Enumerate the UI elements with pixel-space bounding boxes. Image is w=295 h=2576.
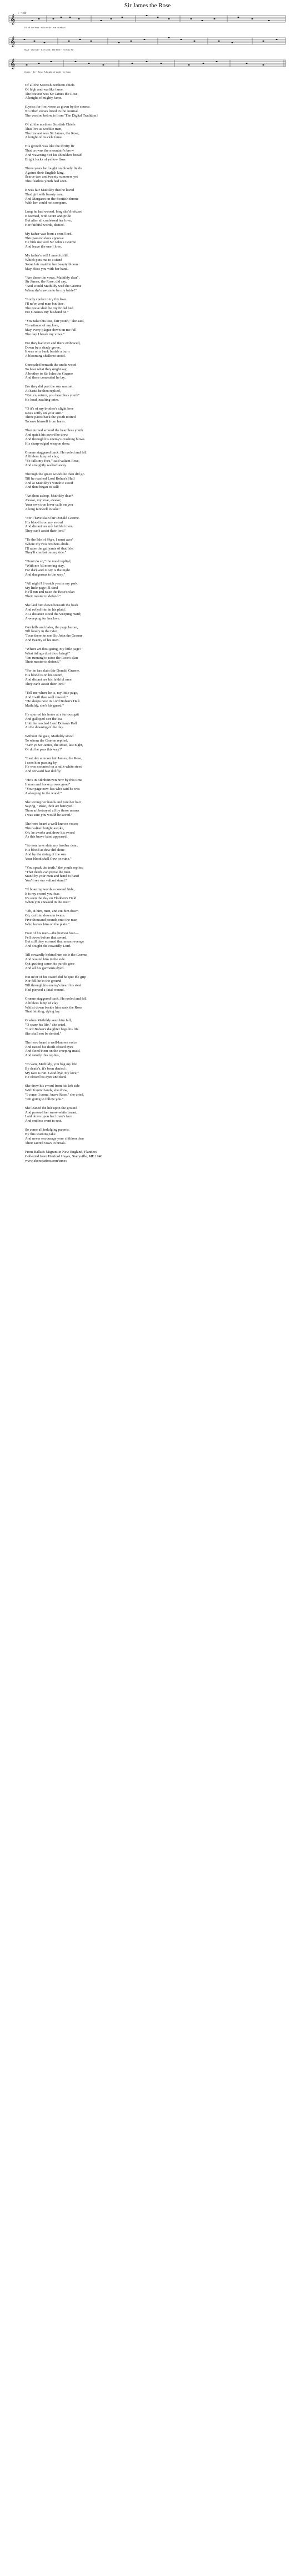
stanza-line: "In vain, Mathildy, you beg my life [25,1062,77,1067]
stanza-line: And forward fast did fly. [25,769,62,774]
stanza-line: Græme staggered back. He reeled and fell [25,450,87,455]
stanza-line: Out gushing came his purple gore [25,961,75,966]
stanza-line: And distant are his faithful men [25,677,72,682]
stanza [25,626,286,643]
staff-2 [9,38,286,44]
stanza-line: Three paces back the youth retired [25,415,76,420]
stanza [25,516,286,533]
stanza-line: They can't assist their lord." [25,682,66,686]
stanza-line: To save himself from harm. [25,420,66,424]
stanza-line: He was mounted on a milk-white steed [25,765,82,769]
stanza-line: The grave shall be my bridal bed [25,306,73,310]
stanza-line: With frantic hands, she drew, [25,1088,68,1093]
stanza-line: It's seen the day on Flodden's Field [25,896,77,900]
stanza-line: To whom the Græme replied, [25,739,68,743]
stanza-line: I was sure you would be saved." [25,813,73,817]
stanza-line: A knight of muckle fame. [25,135,63,140]
stanza [25,451,286,468]
stanza [25,1062,286,1080]
stanza [25,866,286,883]
stanza [25,472,286,490]
stanza [25,975,286,992]
stanza-line: Awake, my love, awake; [25,498,61,503]
lyric-line-3: James - the - Rose, A knight of migh - ty fame. [24,70,72,73]
stanza-line: My father was born a cruel lord. [25,231,73,236]
stanza-line: "I'm going to follow you." [25,1097,64,1101]
stanza-line: Their master to defend." [25,594,61,599]
stanza-line: And fixed them on the weeping maid, [25,1049,81,1053]
stanza-line: I'll raise the gallyants of that Isle. [25,546,74,551]
stanza-line: "I only spoke to try thy love. [25,297,67,301]
stanza-line: He bids me wed Sir John a Græme [25,240,76,245]
stanza-line: Concealed beneath the undie wood [25,363,77,367]
stanza-line: "He's in Edinbortown now by this time [25,778,82,783]
stanza [25,538,286,555]
stanza-line: That live as warlike men, [25,127,62,131]
stanza [25,1019,286,1036]
stanza-line: And galloped o'er the lea [25,717,62,721]
stanza-line: She wrung her hands and tore her hair [25,800,81,804]
stanza-line: And through his enemy's crashing blows [25,437,85,441]
stanza-line: The version below is from 'The Digital Tradition] [25,113,98,118]
stanza-line: Till lonely in the Glen, [25,629,59,634]
stanza-line: I seen him passing by. [25,760,58,765]
stanza [25,188,286,205]
stanza-line: A brother to Sir John the Græme [25,371,73,376]
stanza-line: And distant are my faithful men. [25,525,73,529]
stanza-line: Stand by your men and hand to hand [25,874,79,879]
stanza-line: "That deeds can prove the man. [25,870,72,874]
stanza-line: "I'm running to raise the Rose's clan [25,656,78,660]
stanza-line: The day I break my vows." [25,332,65,336]
stanza-line: They'll combat on my side." [25,551,67,555]
stanza-line: Of all the Scottish northern chiefs [25,83,75,87]
stanza-line: Of all the northern Scottish Chiefs [25,122,76,127]
stanza-line: But ne'er of his sword did he quit the grip [25,975,86,979]
stanza-line: My race is run. Good-bye, my love," [25,1071,79,1075]
stanza-line: That fainting, dying lay. [25,1010,61,1014]
footer-line: Collected from Hanford Hayes, Stacyville, ME 1940 [25,1154,103,1158]
stanza [25,83,286,100]
lyric-line-2: high - and war - like fame, The brav - est was Sir [24,48,74,51]
stanza-line: "And would Mathildy wed the Græme [25,284,82,289]
stanza [25,407,286,424]
notes-staff-2 [23,37,277,43]
stanza [25,822,286,839]
lyric-line-1: Of all the Scot - tish north - ern chiefs of [24,26,66,29]
stanza-line: Where my two brothers abide. [25,542,70,546]
stanza [25,494,286,511]
stanza-line: "All night I'll watch you in my park. [25,581,78,586]
stanza-line: She laid him down beneath the bush [25,603,78,608]
stanza-line: May every plague down on me fall [25,327,77,332]
stanza-line: And faintly this replies, [25,1053,60,1058]
stanza-line: My father's will I must fulfill, [25,254,69,258]
stanza [25,105,286,118]
stanza [25,167,286,184]
stanza-line: The bravest was Sir James, the Rose, [25,131,79,135]
stanza-line: She leaned the hilt upon the ground [25,1106,77,1110]
stanza [25,734,286,752]
notes-staff-1 [31,15,269,21]
stanza-line: What tidings dost thou bring?" [25,651,71,656]
stanza-line: To hear what they might say, [25,367,68,371]
stanza [25,341,286,359]
stanza-line: He spurred his horse at a furious gait [25,713,79,717]
stanza-line: They can't assist their lord." [25,529,66,533]
stanza [25,909,286,926]
stanza-line: A lifeless lump of clay; [25,455,59,459]
stanza-line: Then turned around the beardless youth [25,429,83,433]
stanza-line: Thou art betrayed all by those means [25,809,79,813]
stanza-line: "You take this kiss, fair youth," she said, [25,319,84,324]
stanza-line: And at Mathildy's window stood [25,481,73,485]
stanza-line: Some fair maid in her beauty bloom [25,262,78,266]
stanza-line: Whilst down beside him sank the Rose [25,1005,82,1010]
stanza-line: Or did he pass this way?" [25,747,63,752]
stanza [25,1128,286,1145]
stanza-line: At the dawning of the day. [25,725,64,730]
source-footer [25,1150,286,1163]
stanza [25,363,286,380]
stanza-line: He loud insulting cries. [25,397,59,402]
stanza-line: And all his garments dyed. [25,966,64,970]
stanza-line: "Last day at noon fair James, the Rose, [25,756,82,760]
stanza-line: A long farewell to take." [25,507,61,511]
stanza-line: Scarce two and twenty summers yet [25,175,78,179]
stanza-line: And sought the cowardly Lord. [25,944,71,949]
stanza-line: "Don't do so," the maid replied, [25,559,72,564]
staff-1 [9,16,286,22]
stanza-line: At haste he then replied, [25,389,61,394]
stanza-line: A lifeless lump of clay [25,1001,58,1005]
stanza [25,1041,286,1058]
stanza [25,144,286,162]
stanza-line: And dangerous is the way." [25,572,66,577]
stanza-line: Laid down upon her lover's face [25,1115,72,1119]
stanza-line: She drew his sword from his left side [25,1084,80,1088]
stanza-line: It was on a bank beside a burn [25,350,70,354]
stanza-line: Through the green woods he then did go [25,472,84,476]
stanza-line: At a distance stood the weeping maid; [25,612,81,616]
stanza-line: "O spare his life," she cried, [25,1023,67,1027]
stanza-line: Their master to defend." [25,660,61,664]
stanza-line: Fell down before that sword, [25,935,67,940]
stanza-line: His growth was like the thrifty fir [25,144,74,149]
stanza-line: 'Twas there he met Sir John the Græme [25,634,83,638]
stanza [25,123,286,140]
stanza-line: "So falls my foes," said valiant Rose, [25,459,80,463]
stanza-line: It is my sword you fear. [25,891,60,896]
stanza-line: A blooming shelltree stood. [25,354,66,359]
stanza-line: And quick his sword he drew [25,433,68,437]
stanza-line: "Oh, at him, men, and cut him down [25,909,79,914]
measure-number-icon: ♩=100 [18,12,27,15]
stanza-line: Till through his enemy's heart his steel [25,984,82,988]
stanza-line: A knight of mighty fame. [25,96,62,100]
stanza-line: Ere Græmes my husband be." [25,310,69,315]
stanza-line: "With me 'til morning stay, [25,564,65,568]
stanza-line: His blood as dew did shine [25,848,65,853]
stanza [25,1106,286,1123]
stanza [25,888,286,905]
stanza-line: And endless went to rest. [25,1119,62,1123]
stanza-line: With her could not compare. [25,201,67,205]
song-title: Sir James the Rose [124,2,171,9]
stanza [25,1084,286,1101]
stanza [25,254,286,271]
stanza [25,800,286,818]
stanza-line: He closed his eyes and died. [25,1075,67,1080]
stanza [25,210,286,227]
stanza-line: His blood is on my sword [25,520,63,525]
treble-clef-icon: 𝄞 [10,37,16,47]
stanza-line: Which puts me to a stand [25,258,62,262]
stanza-line: "He sleeps now in Lord Bohan's Hall. [25,699,81,704]
stanza-line: (Lyrics for first verse as given by the source. [25,105,91,109]
footer-line: From Ballads Migrant in New England, Flanders [25,1150,97,1154]
stanza [25,232,286,249]
stanza-line: Without the gate, Mathildy stood [25,734,74,739]
stanza-line: "Return, return, you beardless youth" [25,394,80,398]
stanza-line: Four of his men—the bravest four— [25,931,79,935]
stanza-line: "Are those the vows, Mathildy dear", [25,275,80,280]
stanza-line: So come all indulging parents, [25,1128,70,1132]
stanza-line: O'er hills and dales, the page he ran, [25,625,78,629]
stanza-line: This valiant knight awoke, [25,826,64,830]
stanza-line: "So you have slain my brother dear; [25,844,78,848]
stanza-line: It was fair Mathildy that he loved [25,188,74,193]
stanza [25,778,286,795]
stanza-line: And leave the one I love. [25,245,62,249]
stanza-line: A-sleeping in the wood." [25,791,62,795]
stanza-line: Ere they had met and there embraced, [25,341,81,345]
stanza-line: "I come, I come, brave Rose," she cried, [25,1093,84,1097]
stanza-line: And wavering o'er his shoulders broad [25,153,82,157]
stanza-line: This passion does approve [25,236,64,240]
stanza-line: Saying, "Rose, thou art betrayed. [25,804,74,809]
stanza-line: Three years he fought on bloody fields [25,166,82,170]
stanza-line: And thus began to call: [25,485,59,490]
stanza-line: And pressed her snow-white breast; [25,1110,78,1115]
stanza-line: Ere they did part the sun was set. [25,385,74,389]
staff-3 [9,60,286,67]
stanza-line: She shall not be denied." [25,1031,62,1036]
stanza-line: And Margaret on the Scottish throne [25,196,79,201]
footer-line[interactable]: www.abcnotation.com/tunes [25,1158,67,1163]
stanza-line: Mathildy, she's his guard." [25,704,64,708]
stanza-line: That girl with beauty rare, [25,192,64,196]
stanza-line: A-weeping for her love. [25,616,61,621]
stanza-line: He'll run and raise the Rose's clan [25,590,75,594]
stanza-line: And never encourage your children dear [25,1136,84,1141]
stanza-line: Had pierced a fatal wound. [25,987,65,992]
stanza [25,559,286,577]
stanza-line: "For he has slain fair Donald Græme. [25,669,80,673]
stanza-line: When she's sworn to be my bride?" [25,288,77,293]
stanza [25,691,286,708]
stanza-line: The hero heard a well-known voice; [25,821,78,826]
stanza [25,385,286,402]
stanza-line: Oh, cut him down in twain. [25,914,66,918]
stanza-line: "You speak the truth," the youth replies, [25,865,84,870]
stanza-line: But still they scorned that mean revenge [25,940,84,944]
stanza-line: If man and horse proves good" [25,783,71,787]
stanza [25,931,286,949]
stanza-line: No other verses listed in the Journal. [25,109,79,114]
stanza [25,429,286,446]
stanza [25,298,286,315]
stanza-line: For dark and misty is the night [25,568,70,573]
stanza-line: "Where art thou going, my little page? [25,647,82,651]
stanza-line: "To the Isle of Skye, I must awa' [25,538,73,542]
stanza-line: Their sacred vows to break. [25,1141,66,1145]
stanza-line: This fearless youth had seen. [25,179,68,184]
stanza-line: Till cowardly behind him stole the Græme [25,953,87,957]
stanza [25,844,286,861]
stanza-line: "Tell me where he is, my little page, [25,690,78,695]
stanza-line: "In witness of my love, [25,324,59,328]
stanza-line: I'll ne'er wed man but thee. [25,301,65,306]
stanza-line: Who leaves him on the plain." [25,922,69,926]
stanza-line: And wound him in the side. [25,957,66,961]
stanza-line: Your blood shall flow or mine." [25,856,72,861]
stanza-line: Till he reached Lord Bohan's Hall [25,476,75,481]
stanza-line: "Saw ye Sir James, the Rose, last night, [25,743,83,748]
stanza [25,953,286,970]
stanza-line: Her faithful words, denied. [25,223,65,227]
stanza-line: "O it's of my brother's slight love [25,406,74,411]
stanza-line: Your own true lover calls on you [25,502,73,507]
stanza-line: And twenty of his men. [25,638,60,642]
stanza-line: Against their English king. [25,170,65,175]
stanza-line: "If boasting words a coward hide, [25,888,75,892]
stanza-line: The hero heard a well-known voice [25,1040,77,1045]
stanza-line: His blood is on his sword, [25,673,63,678]
stanza-line: That crowns the mountain's brow [25,149,74,153]
stanza-line: Oh, he awoke and drew his sword [25,830,75,835]
stanza-line: Græme staggered back. He reeled and fell [25,996,87,1001]
stanza-line: My little page I'll send [25,586,58,590]
stanza-line: By death's, it's been denied ; [25,1066,67,1071]
stanza-line: Until he reached Lord Bohan's Hall [25,721,77,725]
stanza [25,997,286,1014]
stanza-line: And straightly walked away. [25,463,67,467]
stanza-line: And I will thee well reward." [25,695,68,699]
stanza-line: Five thousand pounds onto the man [25,918,77,922]
stanza-line: His sharp-edged weapon drew. [25,441,71,446]
stanza [25,582,286,599]
stanza-line: Rests softly on your arm." [25,411,64,415]
stanza-line: But after all confessed her love; [25,219,72,223]
lyrics-text [25,83,286,1163]
stanza-line: Sir James, the Rose, did say, [25,280,67,284]
stanza-line: And by the rising of the sun [25,852,66,856]
stanza-line: Bright locks of yellow flow. [25,157,67,162]
stanza-line: O when Mathildy seen him fall, [25,1019,72,1023]
stanza-line: "Lord Bohan's daughter begs his life. [25,1027,80,1031]
stanza-line: It seemed, with scorn and pride [25,214,71,219]
stanza [25,757,286,774]
stanza-line: When you sneaked in the rear." [25,900,71,905]
stanza [25,713,286,730]
stanza [25,276,286,293]
stanza [25,647,286,664]
treble-clef-icon: 𝄞 [10,15,16,24]
treble-clef-icon: 𝄞 [10,59,16,69]
stanza-line: The bravest was Sir James the Rose, [25,92,79,96]
stanza-line: You'll see our valiant stand." [25,879,67,883]
stanza-line: And there concealed he lay. [25,376,66,380]
stanza [25,603,286,621]
stanza [25,319,286,336]
stanza-line: May bless you with her hand. [25,266,69,271]
stanza-line: "For I have slain fair Donald Græme. [25,516,80,520]
stanza-line: As this brave band appeared. [25,835,68,839]
stanza-line: "Your page now lies who said he was [25,787,80,791]
stanza-line: By this warning take [25,1132,56,1136]
stanza-line: And raised his death-closed eyes [25,1045,73,1049]
stanza [25,669,286,686]
stanza-line: "Art thou asleep, Mathildy dear? [25,494,73,498]
stanza-line: Long he had wooed, long she'd refused [25,210,83,214]
stanza-line: Nor fell he to the ground [25,979,62,984]
stanza-line: And rolled him in his plaid. [25,608,66,612]
stanza-line: Of high and warlike fame, [25,87,64,92]
stanza-line: Down by a shady grove, [25,345,61,350]
